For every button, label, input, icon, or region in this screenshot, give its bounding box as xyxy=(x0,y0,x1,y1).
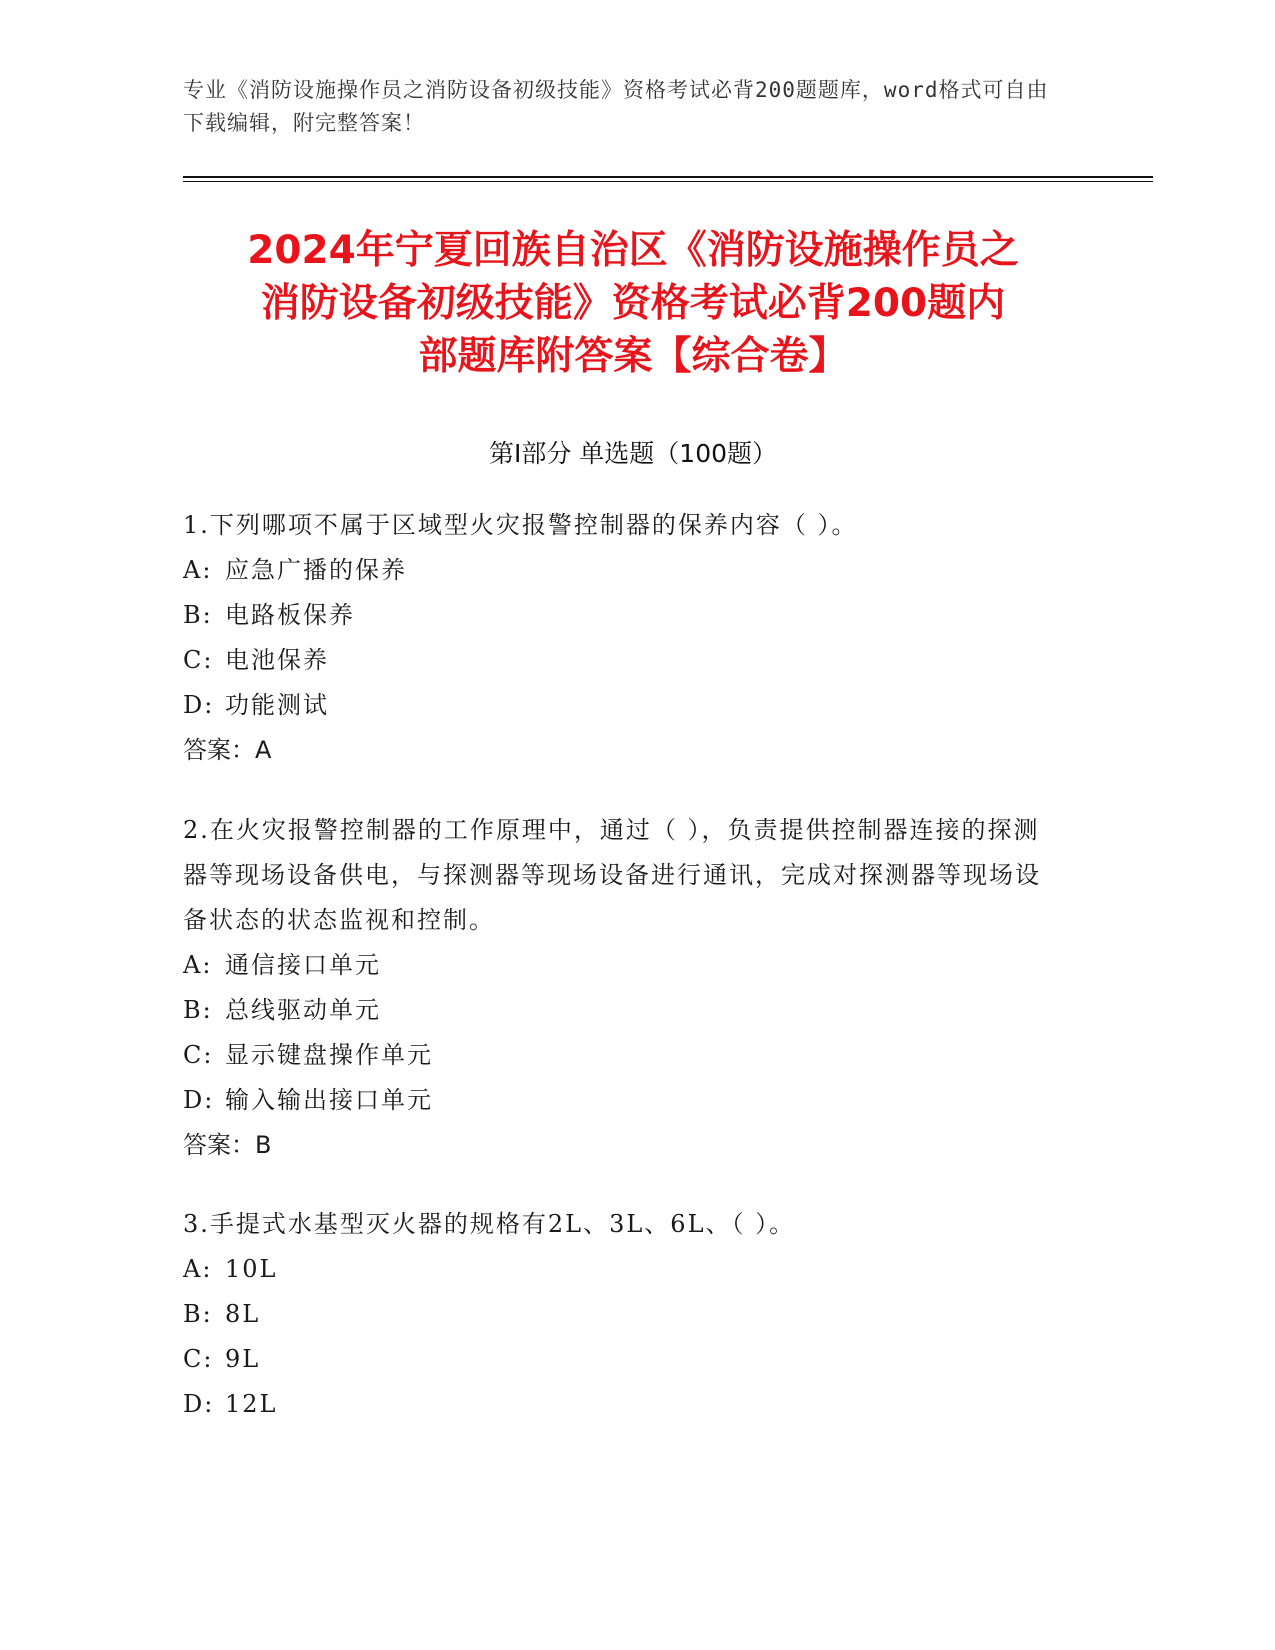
option-key: A: xyxy=(183,951,213,979)
option-key: D: xyxy=(183,1086,215,1114)
option-text: 功能测试 xyxy=(225,691,329,719)
option-a xyxy=(183,943,1063,988)
header-note: 专业《消防设施操作员之消防设备初级技能》资格考试必背200题题库，word格式可自由下载编辑，附完整答案！ xyxy=(183,78,1049,135)
option-text: 显示键盘操作单元 xyxy=(225,1041,433,1069)
option-key: A: xyxy=(183,556,213,584)
title-line-2: 消防设备初级技能》资格考试必背200题内 xyxy=(260,281,1006,326)
title-line-3: 部题库附答案【综合卷】 xyxy=(418,334,848,379)
header-rule-thin xyxy=(183,181,1153,182)
option-text: 应急广播的保养 xyxy=(225,556,407,584)
option-b xyxy=(183,988,1063,1033)
answer-text: 答案：B xyxy=(183,1131,272,1159)
option-key: C: xyxy=(183,1345,214,1373)
option-a xyxy=(183,548,1063,593)
option-key: A: xyxy=(183,1255,213,1283)
option-text: 12L xyxy=(225,1390,278,1418)
option-text: 输入输出接口单元 xyxy=(225,1086,433,1114)
option-text: 电路板保养 xyxy=(225,601,355,629)
option-c xyxy=(183,1337,1063,1382)
question-3 xyxy=(183,1202,1063,1427)
option-text: 电池保养 xyxy=(225,646,329,674)
option-key: C: xyxy=(183,1041,214,1069)
option-c xyxy=(183,638,1063,683)
question-stem: 3.手提式水基型灭火器的规格有2L、3L、6L、（ ）。 xyxy=(183,1210,796,1238)
header-rule-thick xyxy=(183,176,1153,178)
option-text: 9L xyxy=(225,1345,261,1373)
option-b xyxy=(183,593,1063,638)
option-key: D: xyxy=(183,691,215,719)
option-key: B: xyxy=(183,996,213,1024)
option-text: 通信接口单元 xyxy=(225,951,381,979)
option-d xyxy=(183,683,1063,728)
option-c xyxy=(183,1033,1063,1078)
title-line-1: 2024年宁夏回族自治区《消防设施操作员之 xyxy=(247,228,1019,273)
option-text: 10L xyxy=(225,1255,278,1283)
answer-text: 答案：A xyxy=(183,736,272,764)
option-d xyxy=(183,1382,1063,1427)
section-heading: 第Ⅰ部分 单选题（100题） xyxy=(488,439,778,468)
option-d xyxy=(183,1078,1063,1123)
option-key: B: xyxy=(183,601,213,629)
question-stem: 1.下列哪项不属于区域型火灾报警控制器的保养内容（ ）。 xyxy=(183,511,858,539)
question-stem: 2.在火灾报警控制器的工作原理中，通过（ ），负责提供控制器连接的探测器等现场设备供电，与探测器等现场设备进行通讯，完成对探测器等现场设备状态的状态监视和控制。 xyxy=(183,816,1041,934)
option-a xyxy=(183,1247,1063,1292)
option-text: 总线驱动单元 xyxy=(225,996,381,1024)
option-b xyxy=(183,1292,1063,1337)
option-key: D: xyxy=(183,1390,215,1418)
option-key: B: xyxy=(183,1300,213,1328)
question-2 xyxy=(183,808,1063,1168)
option-key: C: xyxy=(183,646,214,674)
question-1 xyxy=(183,503,1063,773)
option-text: 8L xyxy=(225,1300,261,1328)
document-title xyxy=(183,224,1083,383)
